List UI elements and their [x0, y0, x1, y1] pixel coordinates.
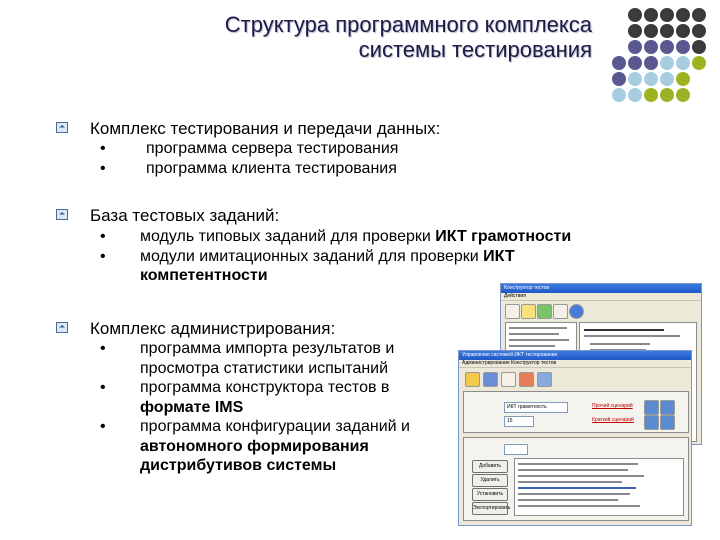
decorative-dot	[644, 56, 658, 70]
list-item	[100, 139, 398, 159]
decorative-dot	[660, 56, 674, 70]
item-bullet: •	[100, 140, 106, 157]
grid-icon	[553, 304, 568, 319]
decorative-dot	[612, 56, 626, 70]
export-icon	[537, 372, 552, 387]
decorative-dot	[660, 8, 674, 22]
decorative-dot	[644, 72, 658, 86]
install-button[interactable]: Установить	[472, 488, 508, 501]
text-line	[509, 327, 567, 329]
section-heading: Комплекс тестирования и передачи данных:	[90, 119, 441, 138]
decorative-dot	[644, 88, 658, 102]
slide-title	[225, 12, 592, 62]
remove-button[interactable]: Удалить	[472, 474, 508, 487]
list-item	[100, 339, 410, 378]
section-bullet-icon	[56, 209, 68, 220]
slide-title-line-2: системы тестирования	[358, 37, 592, 62]
list-item	[100, 159, 398, 179]
decorative-dot	[612, 88, 626, 102]
decorative-dot	[676, 56, 690, 70]
text-line	[518, 493, 630, 495]
decorative-dot	[692, 56, 706, 70]
section-bullet-icon	[56, 122, 68, 133]
decorative-dot	[628, 72, 642, 86]
slide-title-line-1: Структура программного комплекса	[224, 12, 592, 37]
decorative-dot	[676, 88, 690, 102]
decorative-dot	[676, 40, 690, 54]
edit-icon[interactable]	[644, 400, 659, 415]
item-bullet: •	[100, 379, 106, 396]
item-bullet: •	[100, 340, 106, 357]
duration-field[interactable]: 15	[504, 416, 534, 427]
count-field[interactable]	[504, 444, 528, 455]
decorative-dot	[660, 40, 674, 54]
item-text-bold: компетентности	[140, 267, 268, 284]
decorative-dot	[692, 40, 706, 54]
edit-icon[interactable]	[644, 415, 659, 430]
item-bullet: •	[100, 228, 106, 245]
decorative-dot	[628, 40, 642, 54]
folder-icon	[521, 304, 536, 319]
item-text: программа клиента тестирования	[146, 159, 397, 177]
export-button[interactable]: Экспортировать	[472, 502, 508, 515]
decorative-dot	[676, 8, 690, 22]
decorative-dot	[660, 88, 674, 102]
short-scenario-link[interactable]: Краткий сценарий	[592, 417, 634, 423]
decorative-dot	[628, 88, 642, 102]
text-line	[518, 505, 640, 507]
add-button[interactable]: Добавить	[472, 460, 508, 473]
screenshot-admin-window	[458, 350, 692, 526]
section-bullet-icon	[56, 322, 68, 333]
task-list[interactable]	[514, 458, 684, 516]
copy-icon[interactable]	[660, 400, 675, 415]
window-menu: Администрирование Конструктор тестов	[459, 360, 691, 368]
text-line	[518, 463, 638, 465]
item-text-bold: автономного формирования	[140, 437, 369, 455]
decorative-dot	[628, 56, 642, 70]
decorative-dot	[628, 8, 642, 22]
text-line	[518, 475, 644, 477]
window-menu: Действия	[501, 293, 701, 301]
text-line	[590, 343, 650, 345]
section-heading: Комплекс администрирования:	[90, 319, 336, 338]
folder-icon	[465, 372, 480, 387]
save-icon	[483, 372, 498, 387]
decorative-dot	[676, 24, 690, 38]
decorative-dot	[692, 24, 706, 38]
test-name-field[interactable]: ИКТ грамотность	[504, 402, 568, 413]
item-text: просмотра статистики испытаний	[140, 359, 389, 377]
decorative-dot	[692, 8, 706, 22]
list-item	[100, 247, 571, 286]
item-bullet: •	[100, 159, 106, 177]
text-line	[584, 329, 664, 331]
save-icon	[537, 304, 552, 319]
decorative-dot	[660, 72, 674, 86]
item-text-bold: ИКТ	[483, 247, 515, 265]
decorative-dot	[644, 8, 658, 22]
delete-icon	[501, 372, 516, 387]
text-line	[518, 469, 628, 471]
window-title: Управление системой ИКТ тестирования	[459, 351, 691, 360]
full-scenario-link[interactable]: Прочий сценарий	[592, 403, 633, 409]
test-params-group	[463, 391, 689, 433]
list-item	[100, 378, 410, 417]
item-text: программа импорта результатов и	[140, 340, 395, 357]
decorative-dot	[628, 24, 642, 38]
text-line	[584, 335, 680, 337]
item-bullet: •	[100, 418, 106, 435]
info-icon	[569, 304, 584, 319]
copy-icon[interactable]	[660, 415, 675, 430]
text-line	[518, 481, 622, 483]
item-text-bold: ИКТ грамотности	[435, 228, 572, 245]
item-text: модуль типовых заданий для проверки	[140, 228, 436, 245]
item-bullet: •	[100, 247, 106, 265]
window-title: Конструктор тестов	[501, 284, 701, 293]
decorative-dot	[644, 40, 658, 54]
list-item	[100, 417, 410, 476]
text-line	[518, 487, 636, 489]
decorative-dot	[660, 24, 674, 38]
list-item	[100, 227, 571, 247]
settings-icon	[519, 372, 534, 387]
section-heading: База тестовых заданий:	[90, 206, 280, 225]
decorative-dot	[644, 24, 658, 38]
item-text-bold: дистрибутивов системы	[140, 457, 337, 474]
decorative-dot	[676, 72, 690, 86]
text-line	[509, 345, 555, 347]
new-icon	[505, 304, 520, 319]
text-line	[509, 339, 569, 341]
item-text: модули имитационных заданий для проверки	[140, 247, 484, 265]
text-line	[509, 333, 559, 335]
item-text-bold: формате IMS	[140, 398, 244, 416]
text-line	[518, 499, 618, 501]
item-text: программа конструктора тестов в	[140, 379, 390, 396]
task-config-group	[463, 437, 689, 521]
item-text: программа сервера тестирования	[146, 140, 399, 157]
item-text: программа конфигурации заданий и	[140, 418, 410, 435]
decorative-dot	[612, 72, 626, 86]
